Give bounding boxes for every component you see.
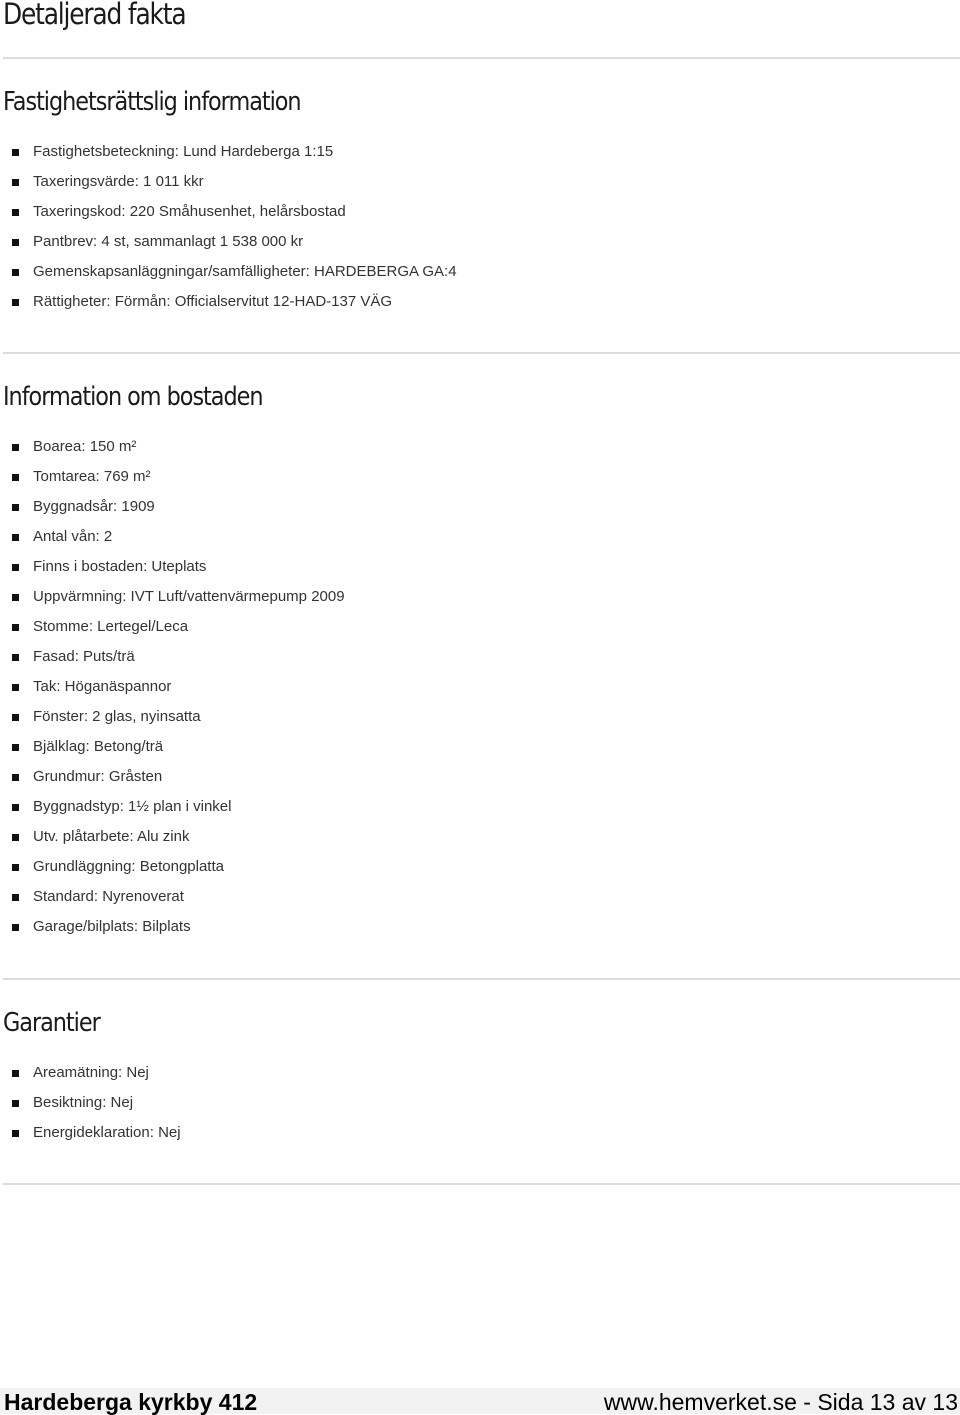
list-item <box>0 852 345 882</box>
section-divider <box>3 1183 960 1185</box>
list-item <box>0 732 345 762</box>
list-item <box>0 702 345 732</box>
list-item <box>0 642 345 672</box>
list-item-text: Gemenskapsanläggningar/samfälligheter: HARDEBERGA GA:4 <box>33 263 457 280</box>
section-divider <box>3 978 960 980</box>
list-item <box>0 762 345 792</box>
list-item <box>0 1088 181 1118</box>
list-item-text: Finns i bostaden: Uteplats <box>33 558 207 575</box>
square-bullet-icon <box>12 654 19 661</box>
list-item-text: Fasad: Puts/trä <box>33 648 135 665</box>
square-bullet-icon <box>12 684 19 691</box>
section-heading-fastighetsrattslig: Fastighetsrättslig information <box>3 87 301 117</box>
list-item <box>0 432 345 462</box>
list-item-text: Energideklaration: Nej <box>33 1124 181 1141</box>
section-heading-bostaden: Information om bostaden <box>3 382 263 412</box>
list-item-text: Antal vån: 2 <box>33 528 113 545</box>
list-item <box>0 1058 181 1088</box>
list-item-text: Taxeringsvärde: 1 011 kkr <box>33 173 204 190</box>
list-item <box>0 522 345 552</box>
page-title: Detaljerad fakta <box>3 0 186 31</box>
list-item <box>0 792 345 822</box>
list-item-text: Rättigheter: Förmån: Officialservitut 12-HAD-137 VÄG <box>33 293 393 310</box>
square-bullet-icon <box>12 834 19 841</box>
section-divider <box>3 57 960 59</box>
list-item-text: Uppvärmning: IVT Luft/vattenvärmepump 2009 <box>33 588 345 605</box>
square-bullet-icon <box>12 564 19 571</box>
square-bullet-icon <box>12 179 19 186</box>
list-item-text: Areamätning: Nej <box>33 1064 149 1081</box>
bostad-list <box>0 432 345 942</box>
square-bullet-icon <box>12 269 19 276</box>
square-bullet-icon <box>12 239 19 246</box>
square-bullet-icon <box>12 534 19 541</box>
square-bullet-icon <box>12 714 19 721</box>
list-item-text: Garage/bilplats: Bilplats <box>33 918 191 935</box>
section-divider <box>3 352 960 354</box>
section-heading-garantier: Garantier <box>3 1008 100 1038</box>
square-bullet-icon <box>12 209 19 216</box>
list-item <box>0 287 457 317</box>
list-item <box>0 612 345 642</box>
square-bullet-icon <box>12 804 19 811</box>
list-item <box>0 167 457 197</box>
list-item-text: Fönster: 2 glas, nyinsatta <box>33 708 201 725</box>
square-bullet-icon <box>12 299 19 306</box>
square-bullet-icon <box>12 864 19 871</box>
square-bullet-icon <box>12 444 19 451</box>
footer-property-name: Hardeberga kyrkby 412 <box>4 1389 258 1415</box>
list-item-text: Taxeringskod: 220 Småhusenhet, helårsbostad <box>33 203 346 220</box>
list-item-text: Pantbrev: 4 st, sammanlagt 1 538 000 kr <box>33 233 304 250</box>
list-item <box>0 672 345 702</box>
fastighet-list <box>0 137 457 317</box>
footer-page-info: www.hemverket.se - Sida 13 av 13 <box>603 1389 958 1415</box>
list-item <box>0 582 345 612</box>
square-bullet-icon <box>12 1070 19 1077</box>
list-item-text: Grundmur: Gråsten <box>33 768 163 785</box>
square-bullet-icon <box>12 924 19 931</box>
square-bullet-icon <box>12 149 19 156</box>
list-item <box>0 882 345 912</box>
square-bullet-icon <box>12 474 19 481</box>
square-bullet-icon <box>12 894 19 901</box>
list-item-text: Utv. plåtarbete: Alu zink <box>33 828 190 845</box>
list-item-text: Bjälklag: Betong/trä <box>33 738 164 755</box>
list-item <box>0 257 457 287</box>
list-item <box>0 822 345 852</box>
square-bullet-icon <box>12 624 19 631</box>
list-item <box>0 552 345 582</box>
list-item <box>0 912 345 942</box>
list-item <box>0 197 457 227</box>
square-bullet-icon <box>12 594 19 601</box>
list-item-text: Besiktning: Nej <box>33 1094 134 1111</box>
list-item-text: Stomme: Lertegel/Leca <box>33 618 189 635</box>
list-item-text: Grundläggning: Betongplatta <box>33 858 224 875</box>
square-bullet-icon <box>12 504 19 511</box>
garantier-list <box>0 1058 181 1148</box>
list-item-text: Tomtarea: 769 m² <box>33 468 151 485</box>
list-item <box>0 1118 181 1148</box>
list-item <box>0 137 457 167</box>
list-item-text: Fastighetsbeteckning: Lund Hardeberga 1:15 <box>33 143 334 160</box>
square-bullet-icon <box>12 1130 19 1137</box>
list-item-text: Boarea: 150 m² <box>33 438 137 455</box>
list-item-text: Byggnadstyp: 1½ plan i vinkel <box>33 798 232 815</box>
list-item-text: Byggnadsår: 1909 <box>33 498 155 515</box>
list-item-text: Standard: Nyrenoverat <box>33 888 184 905</box>
square-bullet-icon <box>12 744 19 751</box>
square-bullet-icon <box>12 774 19 781</box>
square-bullet-icon <box>12 1100 19 1107</box>
list-item <box>0 227 457 257</box>
list-item <box>0 462 345 492</box>
list-item <box>0 492 345 522</box>
list-item-text: Tak: Höganäspannor <box>33 678 172 695</box>
